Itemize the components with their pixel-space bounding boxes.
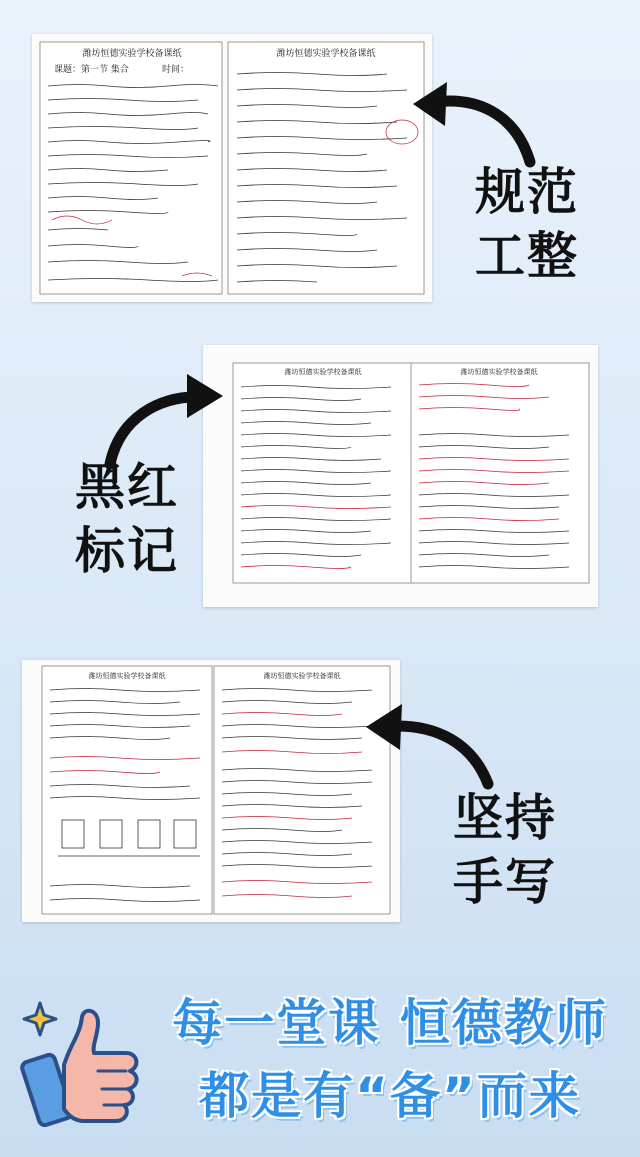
caption-line: 坚持 [453,789,557,847]
paper-title: 潍坊恒德实验学校备课纸 [82,49,182,59]
caption-standard-neat [462,160,592,288]
curved-arrow-icon [405,82,545,172]
paper-subject: 课题：第一节 集合 [54,65,129,75]
caption-line: 规范 [475,163,579,221]
lesson-plan-photo-1 [32,34,432,302]
hand-shape [64,1011,137,1121]
slogan-line-1: 每一堂课 恒德教师 [172,994,608,1052]
caption-line: 手写 [453,853,557,911]
paper-time: 时间： [162,65,190,75]
curved-arrow-icon [360,700,500,795]
paper-title: 潍坊恒德实验学校备课纸 [276,49,376,59]
thumbs-up-icon [18,995,148,1135]
paper-title: 潍坊恒德实验学校备课纸 [460,368,538,376]
caption-line: 工整 [475,227,579,285]
caption-keep-handwriting [440,786,570,914]
lesson-plan-photo-3 [22,660,400,922]
caption-line: 黑红 [75,458,179,516]
handwritten-notes-illustration [203,345,598,607]
lesson-plan-photo-2 [203,345,598,607]
paper-title: 潍坊恒德实验学校备课纸 [88,672,166,680]
handwritten-notes-illustration [22,660,400,922]
paper-title: 潍坊恒德实验学校备课纸 [284,368,362,376]
slogan-line-2: 都是有“备”而来 [199,1067,581,1125]
sparkle-icon [24,1003,56,1035]
paper-title: 潍坊恒德实验学校备课纸 [263,672,341,680]
caption-black-red-marks [62,455,192,583]
handwritten-notes-illustration [32,34,432,302]
caption-line: 标记 [75,522,179,580]
